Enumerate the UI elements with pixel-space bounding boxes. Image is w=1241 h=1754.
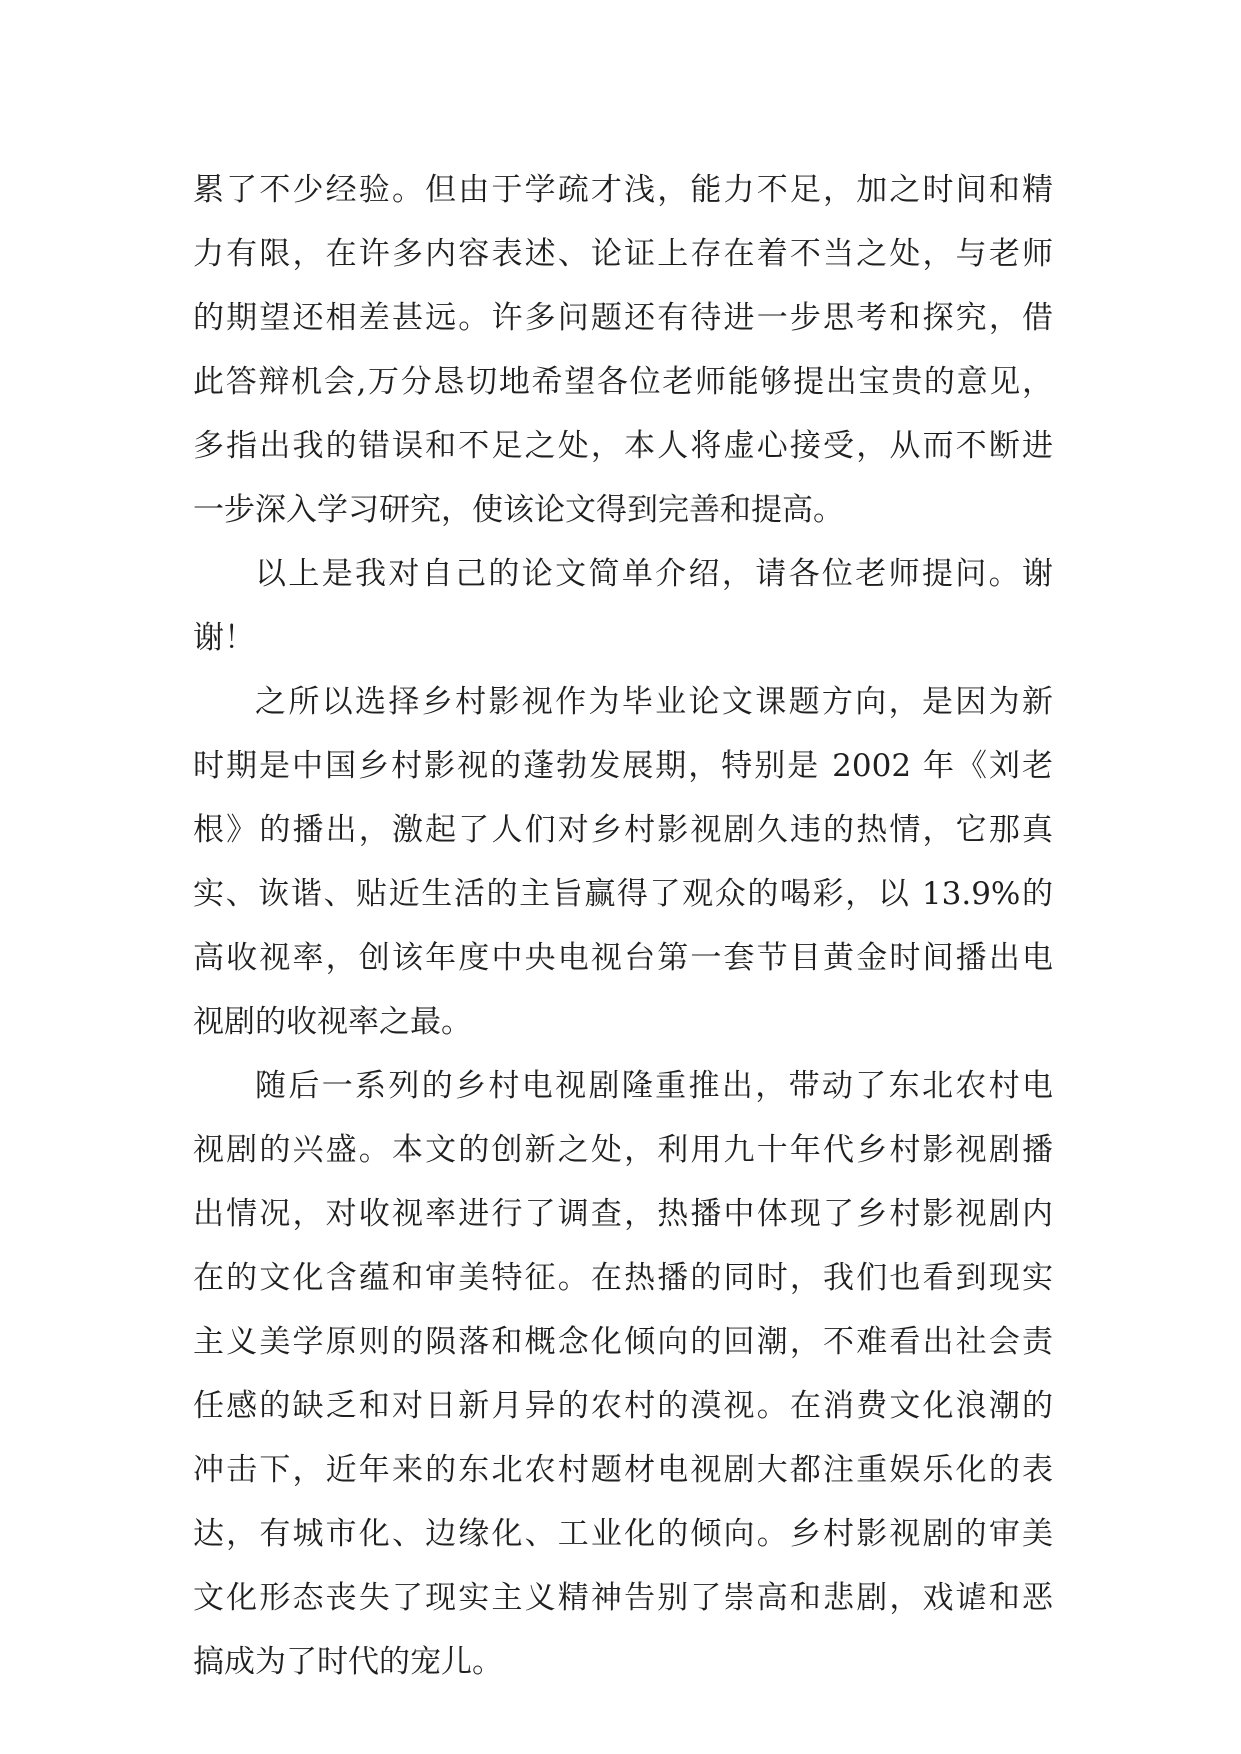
text-line: 达，有城市化、边缘化、工业化的倾向。乡村影视剧的审美 bbox=[193, 1516, 1053, 1552]
document-body bbox=[193, 158, 1053, 1694]
text-line: 谢！ bbox=[193, 620, 255, 656]
text-line: 根》的播出，激起了人们对乡村影视剧久违的热情，它那真 bbox=[193, 812, 1053, 848]
text-line: 一步深入学习研究，使该论文得到完善和提高。 bbox=[193, 492, 844, 528]
text-line: 主义美学原则的陨落和概念化倾向的回潮，不难看出社会责 bbox=[193, 1324, 1053, 1360]
text-line: 搞成为了时代的宠儿。 bbox=[193, 1644, 503, 1680]
text-line: 随后一系列的乡村电视剧隆重推出，带动了东北农村电 bbox=[255, 1068, 1053, 1104]
text-line: 视剧的收视率之最。 bbox=[193, 1004, 472, 1040]
text-line: 出情况，对收视率进行了调查，热播中体现了乡村影视剧内 bbox=[193, 1196, 1053, 1232]
text-line: 时期是中国乡村影视的蓬勃发展期，特别是 2002 年《刘老 bbox=[193, 748, 1053, 784]
text-line: 视剧的兴盛。本文的创新之处，利用九十年代乡村影视剧播 bbox=[193, 1132, 1053, 1168]
text-line: 以上是我对自己的论文简单介绍，请各位老师提问。谢 bbox=[255, 556, 1053, 592]
text-line: 文化形态丧失了现实主义精神告别了崇高和悲剧，戏谑和恶 bbox=[193, 1580, 1053, 1616]
text-line: 实、诙谐、贴近生活的主旨赢得了观众的喝彩，以 13.9%的 bbox=[193, 876, 1053, 912]
text-line: 此答辩机会,万分恳切地希望各位老师能够提出宝贵的意见， bbox=[193, 364, 1053, 400]
text-line: 任感的缺乏和对日新月异的农村的漠视。在消费文化浪潮的 bbox=[193, 1388, 1053, 1424]
text-line: 在的文化含蕴和审美特征。在热播的同时，我们也看到现实 bbox=[193, 1260, 1053, 1296]
text-line: 累了不少经验。但由于学疏才浅，能力不足，加之时间和精 bbox=[193, 172, 1053, 208]
text-line: 多指出我的错误和不足之处，本人将虚心接受，从而不断进 bbox=[193, 428, 1053, 464]
text-line: 之所以选择乡村影视作为毕业论文课题方向，是因为新 bbox=[255, 684, 1053, 720]
text-line: 冲击下，近年来的东北农村题材电视剧大都注重娱乐化的表 bbox=[193, 1452, 1053, 1488]
text-line: 的期望还相差甚远。许多问题还有待进一步思考和探究，借 bbox=[193, 300, 1053, 336]
text-line: 力有限，在许多内容表述、论证上存在着不当之处，与老师 bbox=[193, 236, 1053, 272]
text-line: 高收视率，创该年度中央电视台第一套节目黄金时间播出电 bbox=[193, 940, 1053, 976]
